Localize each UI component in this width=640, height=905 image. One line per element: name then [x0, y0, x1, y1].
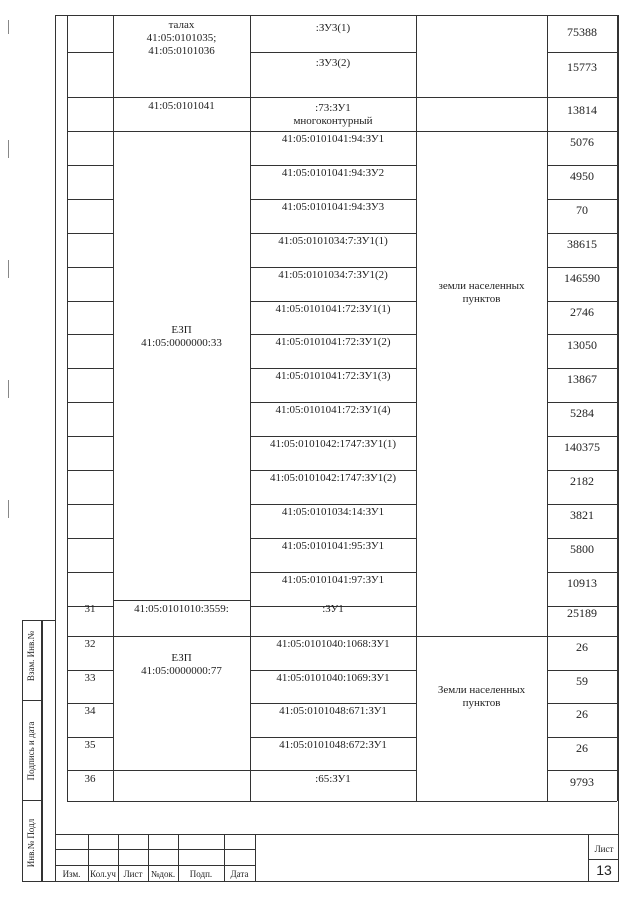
group-cadastral-text: талах 41:05:0101035; 41:05:0101036: [146, 19, 217, 57]
table-grid-line: [67, 538, 113, 539]
plot-number: 41:05:0101041:72:ЗУ1(4): [275, 404, 391, 416]
table-grid-line: [250, 52, 416, 53]
row-number: 36: [84, 773, 96, 785]
table-grid-line: [67, 737, 113, 738]
margin-sign-date: Подпись и дата: [26, 721, 36, 781]
plot-number: 41:05:0101041:95:ЗУ1: [281, 540, 385, 552]
table-grid-line: [67, 165, 113, 166]
table-grid-line: [67, 301, 113, 302]
plot-number: 41:05:0101040:1069:ЗУ1: [276, 672, 390, 684]
table-grid-line: [67, 572, 113, 573]
plot-number: 41:05:0101034:7:ЗУ1(2): [278, 269, 388, 281]
plot-number: 41:05:0101042:1747:ЗУ1(2): [269, 472, 397, 484]
table-grid-line: [250, 199, 416, 200]
plot-area: 140375: [564, 440, 600, 454]
table-grid-line: [250, 301, 416, 302]
table-grid-line: [67, 52, 113, 53]
table-grid-line: [547, 334, 617, 335]
margin-inv-podl: Инв.№ Подл: [26, 818, 36, 868]
table-grid-line: [250, 402, 416, 403]
plot-area: 26: [576, 640, 588, 654]
plot-area: 26: [576, 741, 588, 755]
table-grid-line: [67, 368, 113, 369]
stamp-column-label: Дата: [230, 869, 249, 879]
plot-number: 41:05:0101041:94:ЗУ2: [281, 167, 385, 179]
table-grid-line: [547, 770, 617, 771]
table-grid-line: [250, 504, 416, 505]
table-grid-line: [250, 165, 416, 166]
table-grid-line: [250, 737, 416, 738]
plot-area: 3821: [570, 508, 594, 522]
plot-number: 41:05:0101041:94:ЗУ1: [281, 133, 385, 145]
plot-area: 10913: [567, 576, 597, 590]
plot-number: 41:05:0101042:1747:ЗУ1(1): [269, 438, 397, 450]
cadastral-number: 41:05:0101010:3559:: [134, 603, 229, 615]
plot-number: :ЗУ1: [322, 603, 344, 615]
table-grid-line: [250, 703, 416, 704]
table-grid-line: [547, 670, 617, 671]
plot-area: 146590: [564, 271, 600, 285]
table-grid-line: [250, 368, 416, 369]
table-grid-line: [547, 165, 617, 166]
land-category: Земли населенных пунктов: [437, 684, 526, 709]
plot-number: 41:05:0101041:72:ЗУ1(2): [275, 336, 391, 348]
plot-number: 41:05:0101034:7:ЗУ1(1): [278, 235, 388, 247]
plot-area: 5076: [570, 135, 594, 149]
sheet-number: 13: [596, 862, 612, 878]
table-grid-line: [250, 267, 416, 268]
table-grid-line: [113, 770, 250, 771]
table-grid-line: [67, 97, 617, 98]
table-grid-line: [67, 504, 113, 505]
table-grid-line: [547, 301, 617, 302]
table-grid-line: [67, 131, 617, 132]
stamp-column-label: Подп.: [189, 869, 213, 879]
table-grid-line: [250, 572, 416, 573]
table-grid-line: [416, 636, 547, 637]
plot-number: 41:05:0101040:1068:ЗУ1: [276, 638, 390, 650]
table-grid-line: [113, 15, 114, 801]
table-grid-line: [617, 15, 618, 801]
table-grid-line: [67, 436, 113, 437]
table-grid-line: [547, 52, 617, 53]
plot-number: 41:05:0101048:672:ЗУ1: [279, 739, 387, 751]
table-grid-line: [547, 402, 617, 403]
land-category: земли населенных пунктов: [438, 280, 525, 305]
ezp-cadastral: ЕЗП 41:05:0000000:33: [141, 324, 222, 349]
margin-vzam: Взам. Инв.№: [26, 630, 36, 682]
table-grid-line: [547, 572, 617, 573]
stamp-column-label: Изм.: [62, 869, 81, 879]
table-grid-line: [547, 703, 617, 704]
table-grid-line: [67, 233, 113, 234]
stamp-column-label: Лист: [123, 869, 143, 879]
table-grid-line: [547, 233, 617, 234]
table-grid-line: [67, 801, 617, 802]
plot-area: 26: [576, 707, 588, 721]
plot-area: 9793: [570, 775, 594, 789]
table-grid-line: [67, 267, 113, 268]
plot-number: 41:05:0101041:94:ЗУ3: [281, 201, 385, 213]
table-grid-line: [250, 670, 416, 671]
stamp-column-label: Кол.уч: [90, 869, 116, 879]
table-grid-line: [250, 436, 416, 437]
row-number: 31: [84, 603, 96, 615]
table-grid-line: [250, 770, 416, 771]
plot-area: 38615: [567, 237, 597, 251]
cadastral-quarter: 41:05:0101041: [148, 100, 215, 112]
table-grid-line: [547, 368, 617, 369]
table-grid-line: [67, 703, 113, 704]
table-grid-line: [547, 538, 617, 539]
plot-area: 13050: [567, 338, 597, 352]
table-grid-line: [250, 334, 416, 335]
plot-area: 13814: [567, 103, 597, 117]
plot-area: 70: [576, 203, 588, 217]
table-grid-line: [67, 770, 113, 771]
ezp-cadastral: ЕЗП 41:05:0000000:77: [141, 652, 222, 677]
row-number: 34: [84, 705, 96, 717]
plot-area: 25189: [567, 606, 597, 620]
table-grid-line: [67, 670, 113, 671]
plot-area: 15773: [567, 60, 597, 74]
plot-number: 41:05:0101048:671:ЗУ1: [279, 705, 387, 717]
plot-number: :65:ЗУ1: [315, 773, 351, 785]
plot-number: :ЗУ3(1): [315, 22, 351, 34]
row-number: 33: [84, 672, 96, 684]
table-grid-line: [67, 334, 113, 335]
table-grid-line: [547, 636, 617, 637]
plot-number: 41:05:0101041:97:ЗУ1: [281, 574, 385, 586]
plot-area: 13867: [567, 372, 597, 386]
table-grid-line: [67, 636, 416, 637]
table-grid-line: [547, 267, 617, 268]
row-number: 32: [84, 638, 96, 650]
table-grid-line: [250, 233, 416, 234]
table-grid-line: [67, 402, 113, 403]
table-grid-line: [67, 199, 113, 200]
plot-number: 41:05:0101041:72:ЗУ1(1): [275, 303, 391, 315]
stamp-column-label: №док.: [150, 869, 176, 879]
plot-area: 59: [576, 674, 588, 688]
table-grid-line: [67, 470, 113, 471]
plot-area: 75388: [567, 25, 597, 39]
plot-number: 41:05:0101041:72:ЗУ1(3): [275, 370, 391, 382]
plot-area: 5800: [570, 542, 594, 556]
plot-number: 41:05:0101034:14:ЗУ1: [281, 506, 385, 518]
table-grid-line: [113, 600, 250, 601]
table-grid-line: [250, 470, 416, 471]
table-grid-line: [547, 199, 617, 200]
table-grid-line: [547, 737, 617, 738]
plot-number: :ЗУ3(2): [315, 57, 351, 69]
table-grid-line: [547, 504, 617, 505]
table-grid-line: [547, 436, 617, 437]
plot-area: 4950: [570, 169, 594, 183]
row-number: 35: [84, 739, 96, 751]
table-grid-line: [547, 470, 617, 471]
sheet-label: Лист: [594, 844, 614, 854]
plot-number: :73:ЗУ1 многоконтурный: [293, 102, 373, 127]
plot-area: 5284: [570, 406, 594, 420]
table-grid-line: [250, 538, 416, 539]
plot-area: 2746: [570, 305, 594, 319]
plot-area: 2182: [570, 474, 594, 488]
